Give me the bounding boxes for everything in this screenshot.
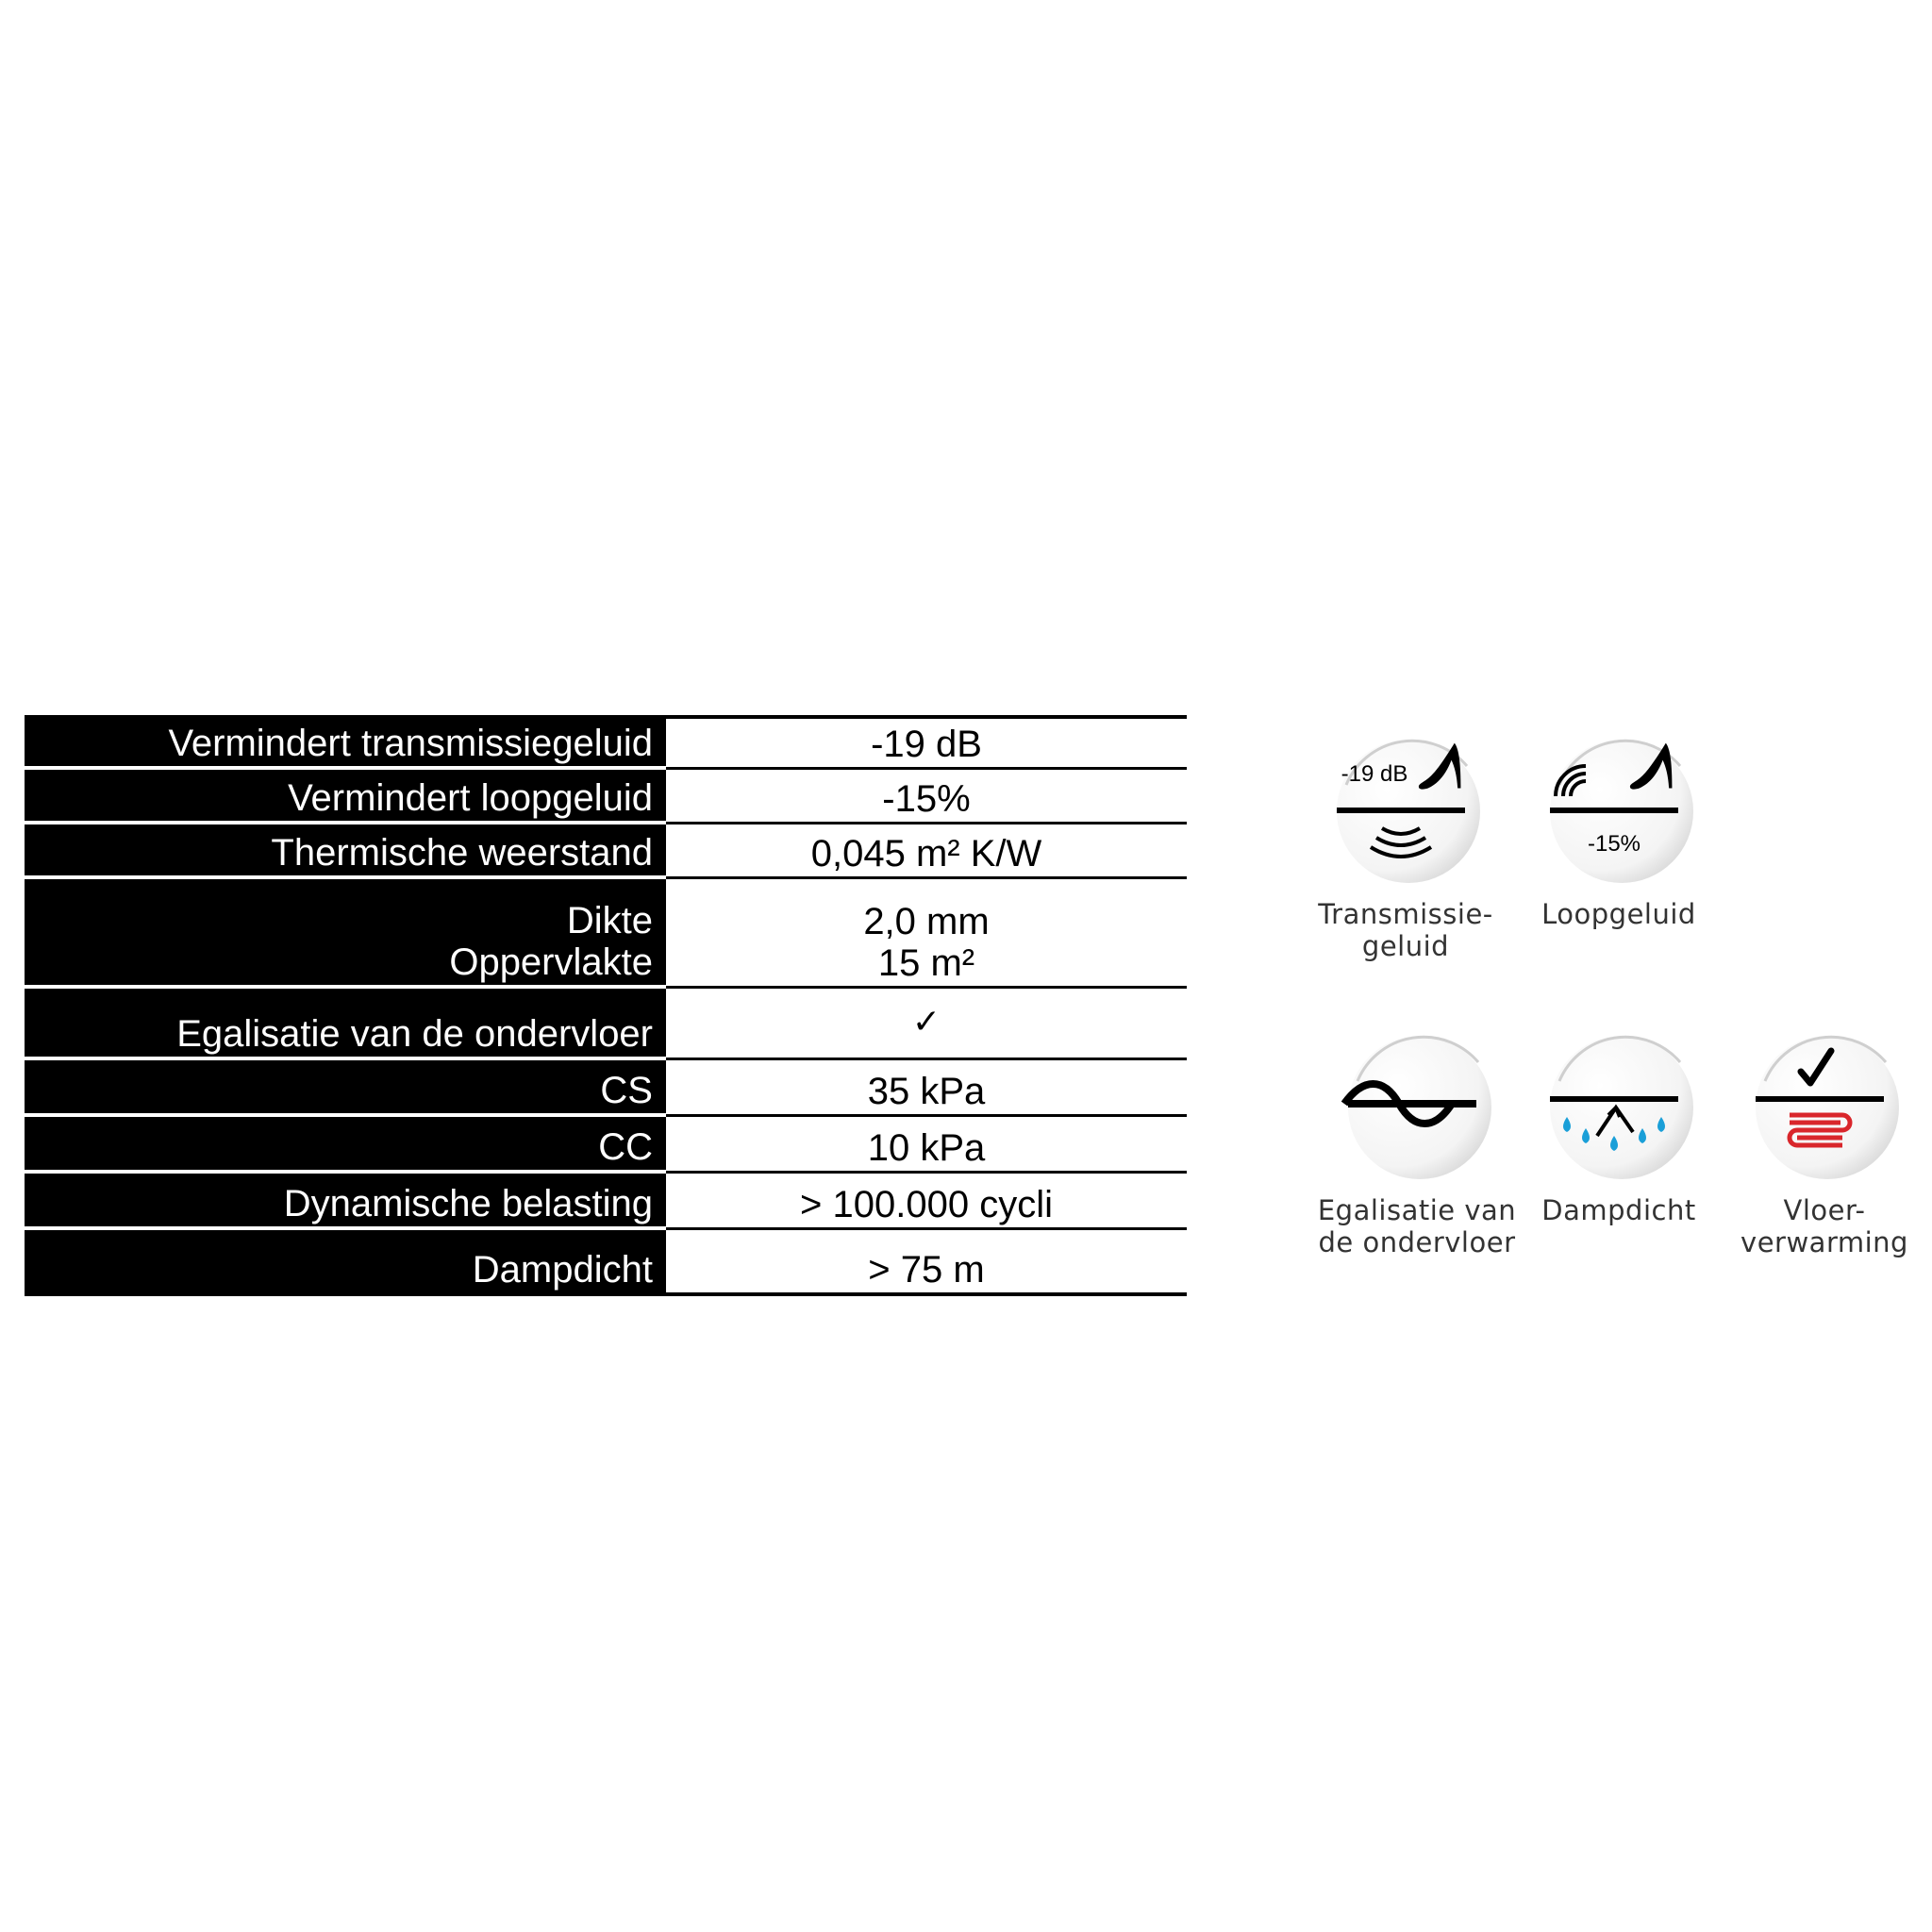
caption-line: geluid: [1361, 930, 1450, 962]
feature-caption: [1721, 1194, 1928, 1258]
spec-value: [666, 989, 1187, 1060]
spec-value-text: 15 m²: [877, 942, 975, 984]
spec-label-text: CC: [598, 1126, 653, 1168]
spec-label: [25, 824, 666, 879]
badge-text: -19 dB: [1341, 761, 1408, 787]
spec-row-thermal: [25, 824, 1194, 879]
spec-label: [25, 770, 666, 824]
spec-table: [25, 715, 1194, 1296]
feature-caption: [1515, 898, 1723, 930]
spec-value-text: 2,0 mm: [863, 901, 990, 942]
feature-transmission: [1302, 728, 1509, 962]
spec-row-vapor: [25, 1230, 1194, 1296]
spec-label-text: Vermindert transmissiegeluid: [168, 723, 653, 764]
spec-value-text: 0,045 m² K/W: [810, 833, 1042, 874]
caption-line: verwarming: [1740, 1226, 1908, 1258]
feature-vapor: [1515, 1024, 1723, 1226]
spec-row-cc: [25, 1117, 1194, 1174]
check-icon: ✓: [911, 1002, 941, 1041]
spec-label: [25, 1060, 666, 1117]
spec-label-text: Dikte: [566, 900, 653, 941]
spec-value-text: > 100.000 cycli: [800, 1184, 1053, 1225]
spec-label-text: Thermische weerstand: [271, 832, 653, 874]
caption-line: Vloer-: [1783, 1194, 1866, 1226]
spec-label: [25, 715, 666, 770]
spec-value: [666, 824, 1187, 879]
caption-line: Egalisatie van: [1317, 1194, 1517, 1226]
caption-line: Loopgeluid: [1541, 898, 1696, 930]
spec-value: [666, 879, 1187, 989]
spec-value: [666, 1174, 1187, 1230]
spec-label: [25, 989, 666, 1060]
feature-leveling: [1313, 1024, 1521, 1258]
spec-value-text: -19 dB: [871, 724, 982, 765]
spec-value-text: 10 kPa: [867, 1127, 986, 1169]
feature-heating: [1721, 1024, 1928, 1258]
caption-line: de ondervloer: [1318, 1226, 1516, 1258]
subfloor-leveling-icon: [1337, 1024, 1497, 1185]
spec-label-text: Dampdicht: [472, 1249, 653, 1291]
spec-value-text: 35 kPa: [867, 1071, 986, 1112]
transmission-sound-icon: [1325, 728, 1486, 889]
spec-label: [25, 879, 666, 989]
spec-value: [666, 770, 1187, 824]
feature-impact: [1515, 728, 1723, 930]
spec-label: [25, 1117, 666, 1174]
spec-value: [666, 1060, 1187, 1117]
spec-row-dynamic-load: [25, 1174, 1194, 1230]
caption-line: Dampdicht: [1541, 1194, 1696, 1226]
spec-label: [25, 1174, 666, 1230]
spec-value-text: -15%: [882, 778, 971, 820]
feature-caption: [1302, 898, 1509, 962]
spec-value-text: > 75 m: [868, 1249, 985, 1291]
feature-caption: [1515, 1194, 1723, 1226]
spec-label: [25, 1230, 666, 1296]
vapor-barrier-icon: [1539, 1024, 1699, 1185]
spec-row-thickness-area: [25, 879, 1194, 989]
badge-text: -15%: [1587, 831, 1641, 857]
spec-value: [666, 715, 1187, 770]
spec-label-text: Dynamische belasting: [283, 1183, 653, 1224]
feature-caption: [1313, 1194, 1521, 1258]
spec-row-cs: [25, 1060, 1194, 1117]
spec-label-text: Vermindert loopgeluid: [288, 777, 653, 819]
spec-value: [666, 1230, 1187, 1296]
spec-label-text: Egalisatie van de ondervloer: [176, 1013, 653, 1055]
spec-label-text: Oppervlakte: [449, 941, 653, 983]
spec-row-leveling: [25, 989, 1194, 1060]
spec-label-text: CS: [600, 1070, 653, 1111]
caption-line: Transmissie-: [1318, 898, 1493, 930]
spec-row-transmission: [25, 715, 1194, 770]
impact-sound-icon: [1539, 728, 1699, 889]
spec-value: [666, 1117, 1187, 1174]
underfloor-heating-icon: [1744, 1024, 1905, 1185]
spec-row-impact: [25, 770, 1194, 824]
